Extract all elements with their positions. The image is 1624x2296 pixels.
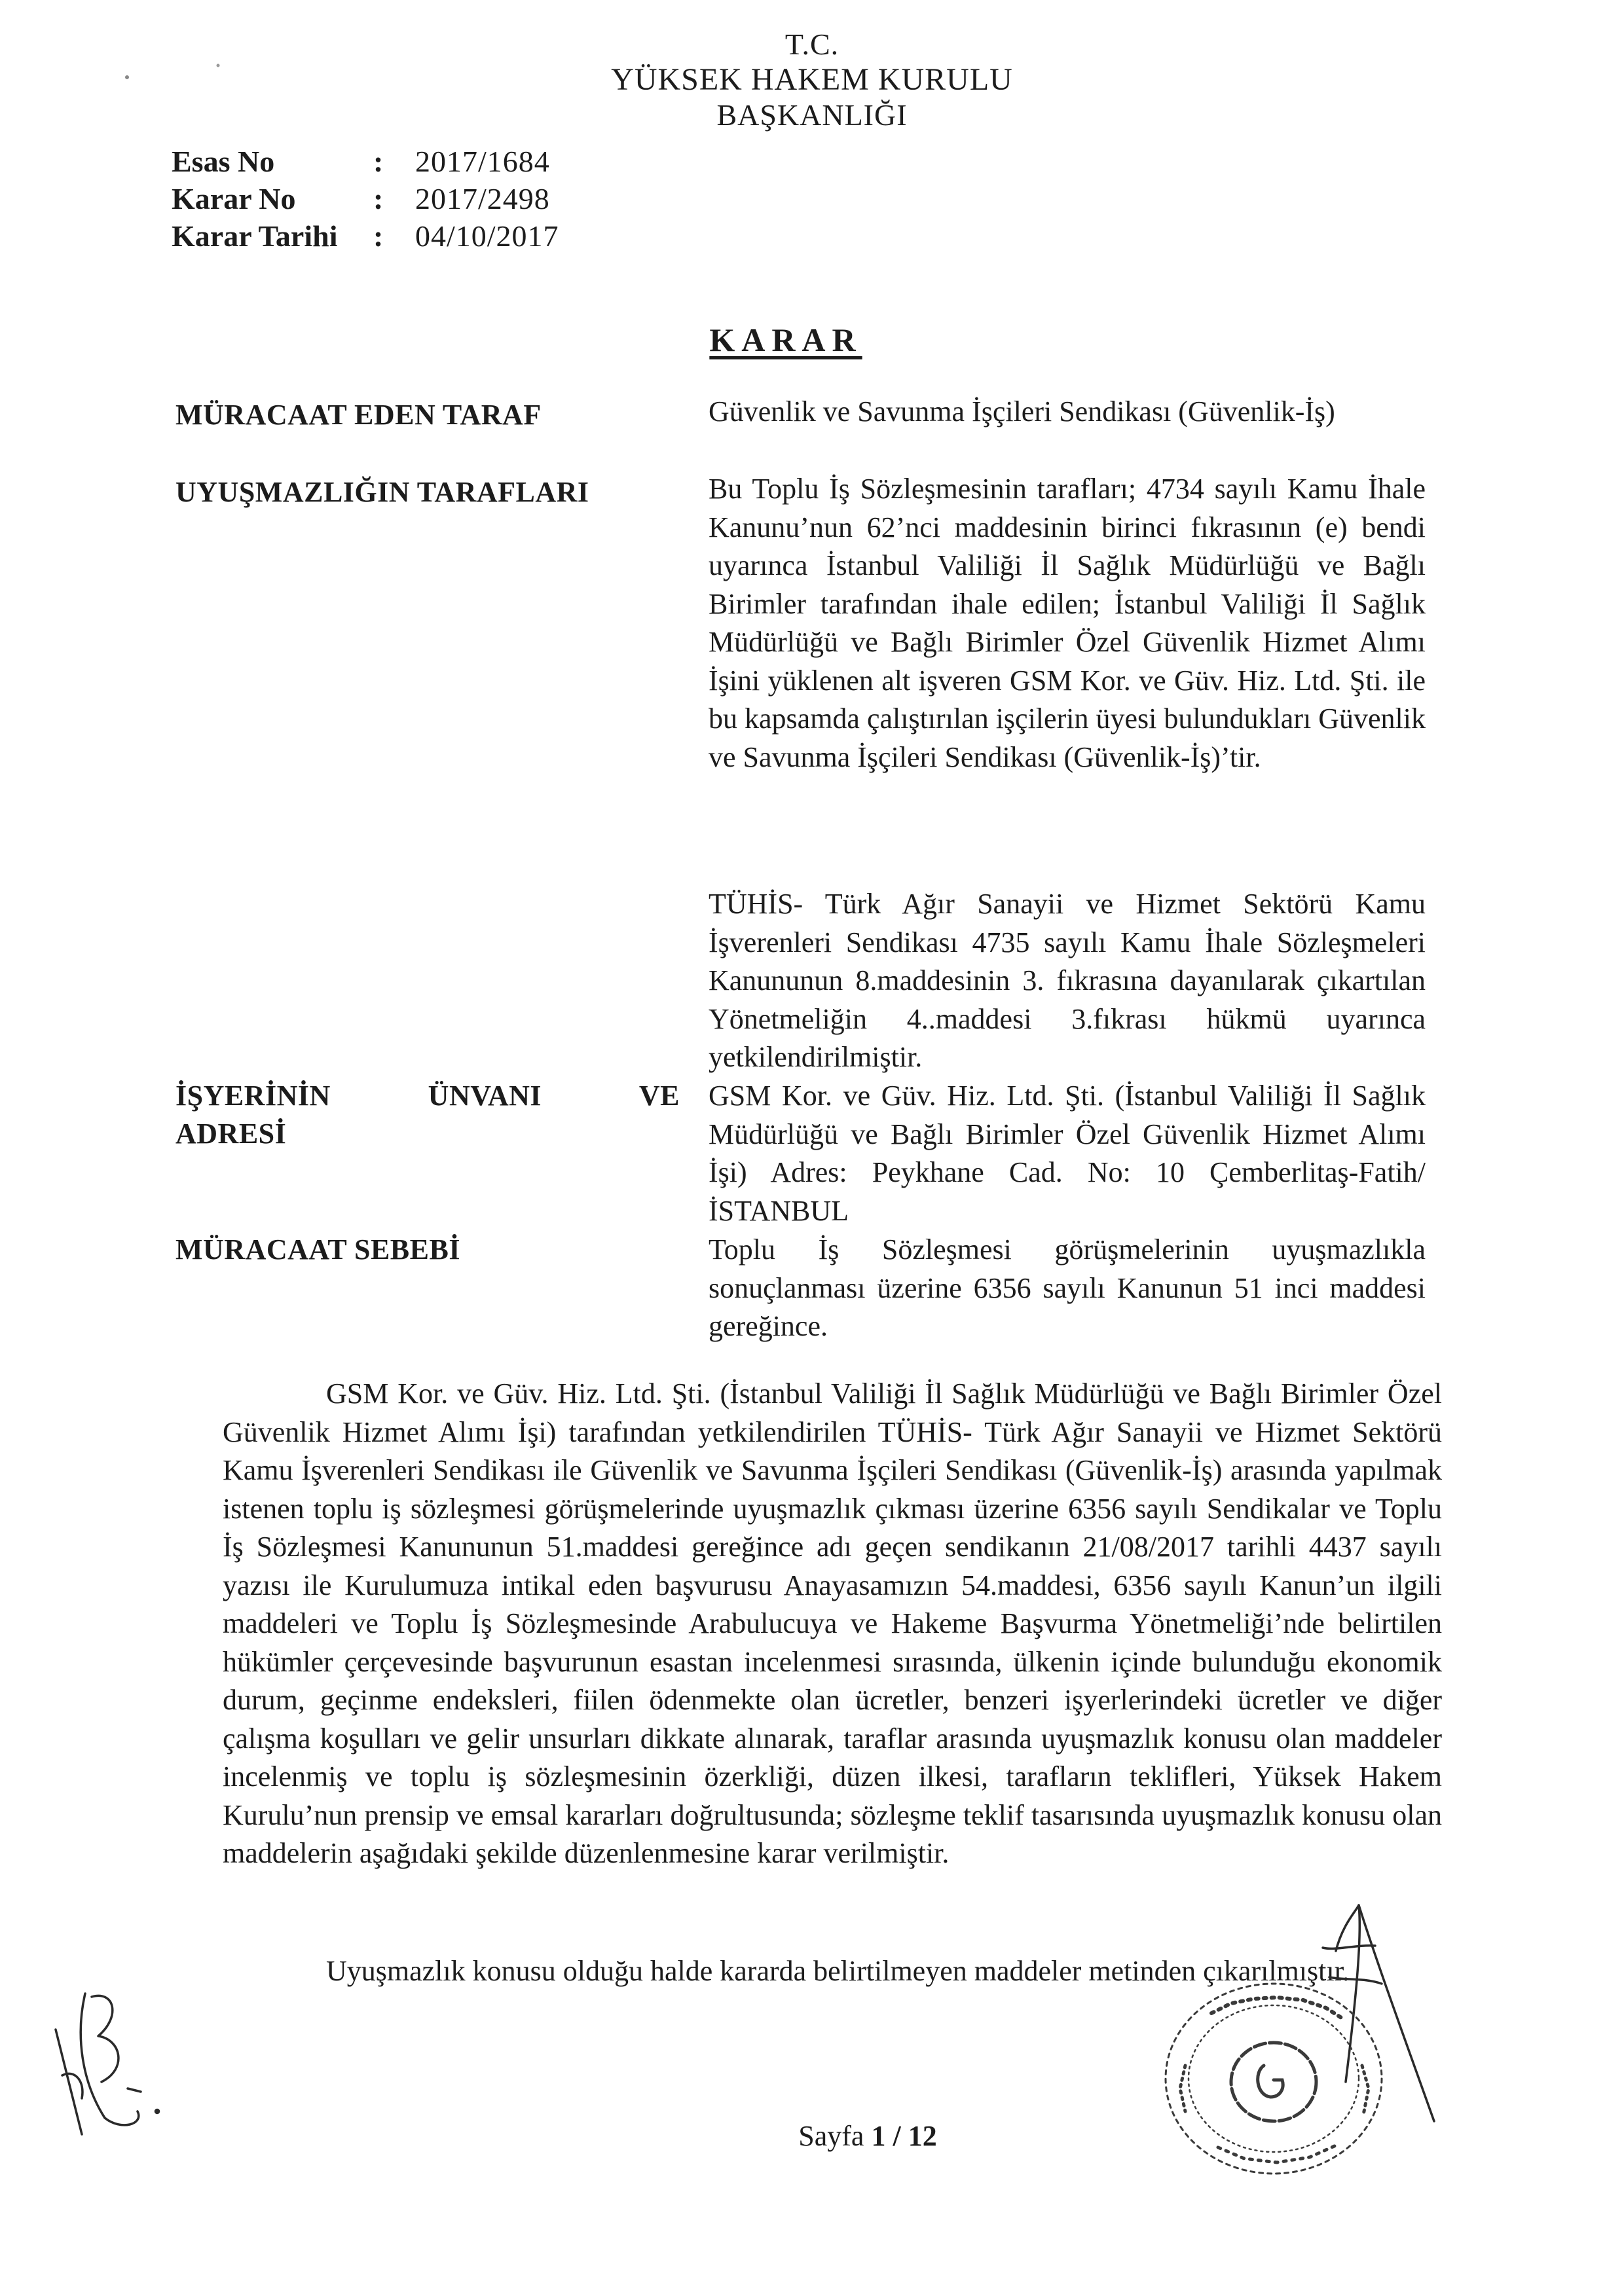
- page-word: Sayfa: [798, 2120, 864, 2152]
- karar-no-value: 2017/2498: [415, 182, 550, 215]
- document-title: KARAR: [709, 321, 862, 358]
- muracaat-eden-label: MÜRACAAT EDEN TARAF: [175, 399, 542, 431]
- colon: :: [373, 219, 384, 253]
- colon: :: [373, 182, 384, 215]
- karar-tarihi-label: Karar Tarihi: [172, 219, 338, 253]
- karar-tarihi-row: [172, 217, 559, 255]
- page-current: 1: [871, 2120, 886, 2152]
- karar-tarihi-value: 04/10/2017: [415, 219, 559, 253]
- taraflar-text: Bu Toplu İş Sözleşmesinin tarafları; 4734 sayılı Kamu İhale Kanunu’nun 62’nci maddesinin birinci fıkrasının (e) bendi uyarınca İstanbul Valiliği İl Sağlık Müdürlüğü ve Bağlı Birimler tarafından ihale edilen; İstanbul Valiliği İl Sağlık Müdürlüğü ve Bağlı Birimler Özel Güvenlik Hizmet Alımı İşini yüklenen alt işveren GSM Kor. ve Güv. Hiz. Ltd. Şti. ile bu kapsamda çalıştırılan işçilerin üyesi bulundukları Güvenlik ve Savunma İşçileri Sendikası (Güvenlik-İş)’tir.: [709, 473, 1426, 773]
- taraflar-text-tuhis: TÜHİS- Türk Ağır Sanayii ve Hizmet Sektörü Kamu İşverenleri Sendikası 4735 sayılı Kamu İhale Sözleşmeleri Kanununun 8.maddesinin 3. fıkrasına dayanılarak çıkartılan Yönetmeliğin 4..maddesi 3.fıkrası hükmü uyarınca yetkilendirilmiştir.: [709, 888, 1426, 1073]
- header-country: T.C.: [784, 27, 840, 61]
- case-meta: [172, 143, 559, 255]
- isyeri-label-2: ÜNVANI: [428, 1080, 542, 1112]
- esas-no-row: [172, 143, 559, 180]
- isyeri-label-1: İŞYERİNİN: [175, 1080, 331, 1112]
- karar-no-row: [172, 180, 559, 217]
- sebep-text: Toplu İş Sözleşmesi görüşmelerinin uyuşmazlıkla sonuçlanması üzerine 6356 sayılı Kanunun 51 inci maddesi gereğince.: [709, 1233, 1426, 1342]
- body-paragraph-1: GSM Kor. ve Güv. Hiz. Ltd. Şti. (İstanbul Valiliği İl Sağlık Müdürlüğü ve Bağlı Birimler Özel Güvenlik Hizmet Alımı İşi) tarafından yetkilendirilen TÜHİS- Türk Ağır Sanayii ve Hizmet Sektörü Kamu İşverenleri Sendikası ile Güvenlik ve Savunma İşçileri Sendikası (Güvenlik-İş) arasında yapılmak istenen toplu iş sözleşmesi görüşmelerinde uyuşmazlık çıkması üzerine 6356 sayılı Sendikalar ve Toplu İş Sözleşmesi Kanununun 51.maddesi gereğince adı geçen sendikanın 21/08/2017 tarihli 4437 sayılı yazısı ile Kurulumuza intikal eden başvurusu Anayasamızın 54.maddesi, 6356 sayılı Kanun’un ilgili maddeleri ve Toplu İş Sözleşmesinde Arabulucuya ve Hakeme Başvurma Yönetmeliği’nde belirtilen hükümler çerçevesinde başvurunun esastan incelenmesi sırasında, ülkenin içinde bulunduğu ekonomik durum, geçinme endeksleri, fiilen ödenmekte olan ücretler, benzeri işyerlerindeki ücretler ve diğer çalışma koşulları ve gelir unsurları dikkate alınarak, taraflar arasında uyuşmazlık konusu olan maddeler incelenmiş ve toplu iş sözleşmesinin özerkliği, düzen ilkesi, tarafların teklifleri, Yüksek Hakem Kurulu’nun prensip ve emsal kararları doğrultusunda; sözleşme teklif tasarısında uyuşmazlık konusu olan maddelerin aşağıdaki şekilde düzenlenmesine karar verilmiştir.: [223, 1377, 1442, 1869]
- isyeri-label: [175, 1077, 680, 1153]
- isyeri-label-4: ADRESİ: [175, 1118, 287, 1150]
- isyeri-label-3: VE: [638, 1080, 680, 1112]
- muracaat-eden-text: Güvenlik ve Savunma İşçileri Sendikası (Güvenlik-İş): [709, 395, 1335, 428]
- esas-no-label: Esas No: [172, 145, 275, 178]
- scan-specks: [0, 0, 262, 92]
- sebep-label: MÜRACAAT SEBEBİ: [175, 1233, 460, 1266]
- official-seal: [1139, 1967, 1414, 2183]
- esas-no-value: 2017/1684: [415, 145, 550, 178]
- isyeri-text: GSM Kor. ve Güv. Hiz. Ltd. Şti. (İstanbul Valiliği İl Sağlık Müdürlüğü ve Bağlı Birimler Özel Güvenlik Hizmet Alımı İşi) Adres: Peykhane Cad. No: 10 Çemberlitaş-Fatih/İSTANBUL: [709, 1080, 1426, 1227]
- body-paragraph-2: Uyuşmazlık konusu olduğu halde kararda belirtilmeyen maddeler metinden çıkarılmıştır.: [326, 1955, 1350, 1987]
- header-institution: YÜKSEK HAKEM KURULU: [611, 62, 1013, 97]
- taraflar-label: UYUŞMAZLIĞIN TARAFLARI: [175, 476, 589, 508]
- page-separator: /: [885, 2120, 908, 2152]
- margin-initial-signature: [36, 1977, 167, 2154]
- header-office: BAŞKANLIĞI: [716, 98, 908, 132]
- colon: :: [373, 145, 384, 178]
- page-total: 12: [908, 2120, 937, 2152]
- karar-no-label: Karar No: [172, 182, 296, 215]
